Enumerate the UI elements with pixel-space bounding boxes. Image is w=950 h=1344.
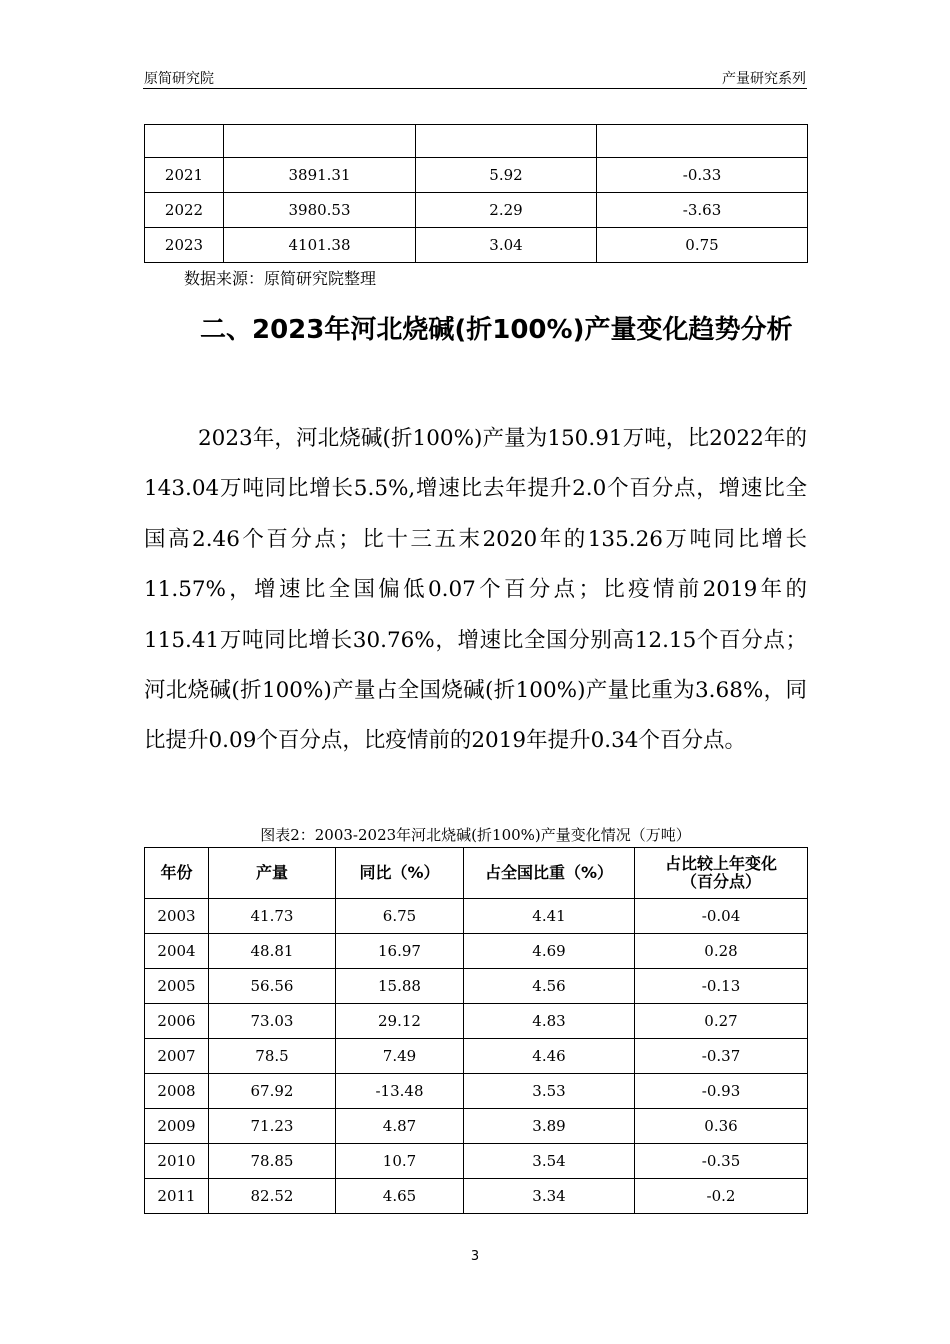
table-row <box>145 193 808 228</box>
table-cell: 41.73 <box>209 899 336 934</box>
table-cell: 2009 <box>145 1109 209 1144</box>
column-header-yoy: 同比（%） <box>336 848 464 899</box>
section-heading: 二、2023年河北烧碱(折100%)产量变化趋势分析 <box>200 315 793 345</box>
header-org-name: 原简研究院 <box>144 71 214 87</box>
table-row <box>145 1144 808 1179</box>
table-row <box>145 969 808 1004</box>
table-cell: 2022 <box>145 193 224 228</box>
table-caption: 图表2：2003-2023年河北烧碱(折100%)产量变化情况（万吨） <box>260 826 691 844</box>
table-cell: 4.41 <box>464 899 635 934</box>
table-row <box>145 1179 808 1214</box>
table-cell <box>224 125 416 158</box>
table-cell: -0.33 <box>597 158 808 193</box>
header-series-name: 产量研究系列 <box>722 71 806 87</box>
table-row <box>145 228 808 263</box>
table-cell: -0.13 <box>635 969 808 1004</box>
data-source-note: 数据来源：原简研究院整理 <box>184 269 377 288</box>
table-cell: 6.75 <box>336 899 464 934</box>
column-header-year: 年份 <box>145 848 209 899</box>
production-table <box>144 847 808 1214</box>
table-cell: -0.35 <box>635 1144 808 1179</box>
table-row <box>145 1039 808 1074</box>
table-cell: 3.04 <box>416 228 597 263</box>
analysis-paragraph: 2023年，河北烧碱(折100%)产量为150.91万吨，比2022年的143.04万吨同比增长5.5%,增速比去年提升2.0个百分点，增速比全国高2.46个百分点；比十三五末2020年的135.26万吨同比增长11.57%，增速比全国偏低0.07个百分点；比疫情前2019年的115.41万吨同比增长30.76%，增速比全国分别高12.15个百分点；河北烧碱(折100%)产量占全国烧碱(折100%)产量比重为3.68%，同比提升0.09个百分点，比疫情前的2019年提升0.34个百分点。 <box>144 426 807 754</box>
table-cell: 2.29 <box>416 193 597 228</box>
table-cell: 4.87 <box>336 1109 464 1144</box>
table-cell: -0.2 <box>635 1179 808 1214</box>
table-cell: 4.69 <box>464 934 635 969</box>
table-cell: 2011 <box>145 1179 209 1214</box>
table-cell: 2008 <box>145 1074 209 1109</box>
table-row <box>145 1004 808 1039</box>
table-cell: 0.36 <box>635 1109 808 1144</box>
table-cell: 3.54 <box>464 1144 635 1179</box>
table-cell: 0.28 <box>635 934 808 969</box>
table-cell: 3.34 <box>464 1179 635 1214</box>
table-row <box>145 899 808 934</box>
table-cell: 4.56 <box>464 969 635 1004</box>
table-cell: 5.92 <box>416 158 597 193</box>
table-row <box>145 1074 808 1109</box>
table-cell: 48.81 <box>209 934 336 969</box>
table-cell: 2004 <box>145 934 209 969</box>
table-cell: 67.92 <box>209 1074 336 1109</box>
table-cell: 56.56 <box>209 969 336 1004</box>
table-cell: 7.49 <box>336 1039 464 1074</box>
table-cell: 3980.53 <box>224 193 416 228</box>
page-number: 3 <box>470 1249 480 1264</box>
table-cell: 4.65 <box>336 1179 464 1214</box>
table-cell: 2010 <box>145 1144 209 1179</box>
header-divider <box>143 88 807 89</box>
column-header-output: 产量 <box>209 848 336 899</box>
table-cell: 4.83 <box>464 1004 635 1039</box>
table-cell: -0.04 <box>635 899 808 934</box>
table-cell <box>416 125 597 158</box>
table-cell: -13.48 <box>336 1074 464 1109</box>
table-cell: 2021 <box>145 158 224 193</box>
table-cell: -0.93 <box>635 1074 808 1109</box>
column-header-share: 占全国比重（%） <box>464 848 635 899</box>
table-continued <box>144 124 808 263</box>
table-cell <box>145 125 224 158</box>
table-cell: 10.7 <box>336 1144 464 1179</box>
column-header-share-change: 占比较上年变化（百分点） <box>635 848 808 899</box>
table-cell: 3.89 <box>464 1109 635 1144</box>
table-row <box>145 158 808 193</box>
table-header-row <box>145 848 808 899</box>
table-cell: 16.97 <box>336 934 464 969</box>
table-cell: 2006 <box>145 1004 209 1039</box>
table-cell: 3.53 <box>464 1074 635 1109</box>
table-cell: -0.37 <box>635 1039 808 1074</box>
table-cell: 29.12 <box>336 1004 464 1039</box>
table-cell: 0.27 <box>635 1004 808 1039</box>
table-cell: 2005 <box>145 969 209 1004</box>
table-cell: 3891.31 <box>224 158 416 193</box>
table-row <box>145 934 808 969</box>
table-cell: 78.85 <box>209 1144 336 1179</box>
table-cell: 15.88 <box>336 969 464 1004</box>
table-cell: 2003 <box>145 899 209 934</box>
table-cell: 73.03 <box>209 1004 336 1039</box>
table-cell: 4101.38 <box>224 228 416 263</box>
table-cell: 78.5 <box>209 1039 336 1074</box>
table-row-blank <box>145 125 808 158</box>
table-cell: 2007 <box>145 1039 209 1074</box>
table-cell: -3.63 <box>597 193 808 228</box>
table-cell: 4.46 <box>464 1039 635 1074</box>
table-cell: 71.23 <box>209 1109 336 1144</box>
table-cell <box>597 125 808 158</box>
table-cell: 82.52 <box>209 1179 336 1214</box>
table-cell: 0.75 <box>597 228 808 263</box>
table-cell: 2023 <box>145 228 224 263</box>
table-row <box>145 1109 808 1144</box>
